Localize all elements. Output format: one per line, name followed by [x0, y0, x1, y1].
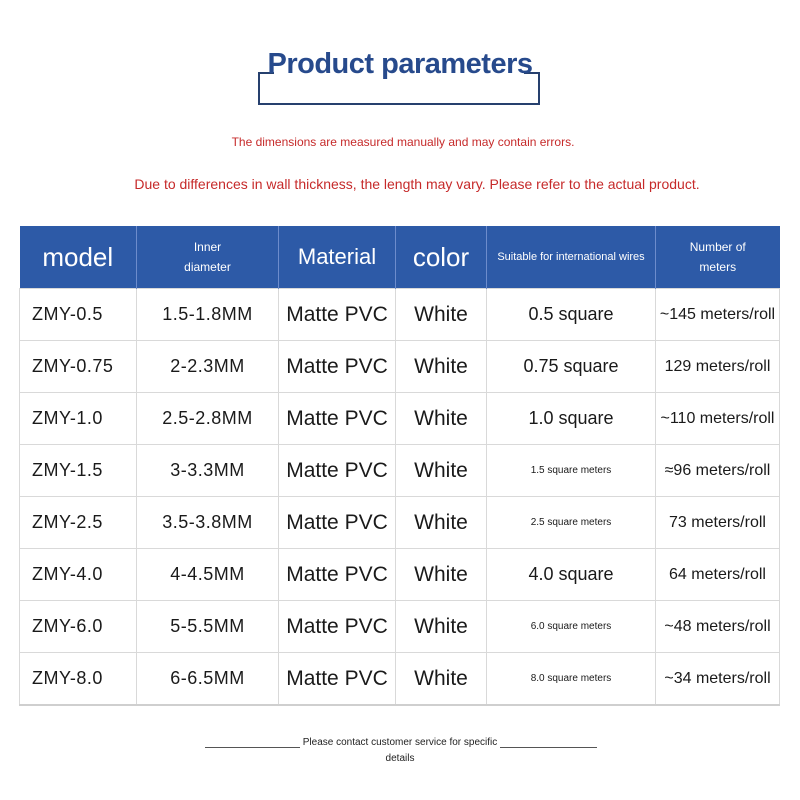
table-row — [20, 549, 780, 601]
cell-diameter: 2.5-2.8MM — [137, 393, 279, 445]
cell-meters: 129 meters/roll — [656, 341, 780, 393]
cell-material: Matte PVC — [279, 497, 396, 549]
header-inner-diameter-line1: Inner — [193, 240, 222, 254]
cell-wire: 4.0 square — [487, 549, 656, 601]
cell-diameter: 3.5-3.8MM — [137, 497, 279, 549]
cell-diameter: 2-2.3MM — [137, 341, 279, 393]
product-parameters-table — [19, 226, 780, 706]
table-row — [20, 497, 780, 549]
cell-model: ZMY-2.5 — [20, 497, 137, 549]
cell-color: White — [396, 653, 487, 706]
cell-color: White — [396, 445, 487, 497]
footer-divider-left — [205, 747, 300, 748]
cell-model: ZMY-0.5 — [20, 289, 137, 341]
cell-color: White — [396, 601, 487, 653]
header-inner-diameter-line2: diameter — [184, 260, 231, 274]
cell-model: ZMY-1.5 — [20, 445, 137, 497]
header-material: Material — [279, 226, 396, 289]
dimensions-note: The dimensions are measured manually and may contain errors. — [231, 135, 575, 149]
cell-color: White — [396, 341, 487, 393]
table-row — [20, 653, 780, 706]
cell-meters: 73 meters/roll — [656, 497, 780, 549]
contact-note-line2: details — [385, 753, 415, 764]
table-row — [20, 393, 780, 445]
cell-material: Matte PVC — [279, 549, 396, 601]
length-note: Due to differences in wall thickness, the length may vary. Please refer to the actual product. — [134, 176, 700, 192]
page-title: Product parameters — [267, 48, 533, 80]
cell-meters: ~145 meters/roll — [656, 289, 780, 341]
cell-wire: 6.0 square meters — [487, 601, 656, 653]
contact-note — [300, 735, 500, 767]
table-header-row — [20, 226, 780, 289]
cell-model: ZMY-4.0 — [20, 549, 137, 601]
contact-note-line1: Please contact customer service for specific — [302, 737, 498, 748]
cell-model: ZMY-1.0 — [20, 393, 137, 445]
cell-diameter: 6-6.5MM — [137, 653, 279, 706]
cell-wire: 0.75 square — [487, 341, 656, 393]
cell-meters: ~34 meters/roll — [656, 653, 780, 706]
table-row — [20, 445, 780, 497]
cell-color: White — [396, 497, 487, 549]
table-row — [20, 341, 780, 393]
cell-material: Matte PVC — [279, 341, 396, 393]
cell-material: Matte PVC — [279, 393, 396, 445]
header-model: model — [20, 226, 137, 289]
table-row — [20, 289, 780, 341]
cell-wire: 0.5 square — [487, 289, 656, 341]
cell-material: Matte PVC — [279, 601, 396, 653]
cell-material: Matte PVC — [279, 289, 396, 341]
header-meters — [656, 226, 780, 289]
cell-meters: 64 meters/roll — [656, 549, 780, 601]
cell-meters: ~48 meters/roll — [656, 601, 780, 653]
cell-color: White — [396, 393, 487, 445]
cell-diameter: 1.5-1.8MM — [137, 289, 279, 341]
cell-model: ZMY-6.0 — [20, 601, 137, 653]
cell-color: White — [396, 289, 487, 341]
cell-meters: ≈96 meters/roll — [656, 445, 780, 497]
header-meters-line1: Number of — [689, 240, 746, 254]
cell-wire: 8.0 square meters — [487, 653, 656, 706]
cell-material: Matte PVC — [279, 445, 396, 497]
cell-wire: 1.0 square — [487, 393, 656, 445]
cell-wire: 2.5 square meters — [487, 497, 656, 549]
footer-divider-right — [500, 747, 597, 748]
cell-model: ZMY-8.0 — [20, 653, 137, 706]
cell-wire: 1.5 square meters — [487, 445, 656, 497]
cell-model: ZMY-0.75 — [20, 341, 137, 393]
table-row — [20, 601, 780, 653]
cell-diameter: 3-3.3MM — [137, 445, 279, 497]
header-color: color — [396, 226, 487, 289]
header-wires: Suitable for international wires — [487, 226, 656, 289]
cell-diameter: 4-4.5MM — [137, 549, 279, 601]
cell-material: Matte PVC — [279, 653, 396, 706]
header-inner-diameter — [137, 226, 279, 289]
header-meters-line2: meters — [699, 260, 737, 274]
cell-color: White — [396, 549, 487, 601]
cell-diameter: 5-5.5MM — [137, 601, 279, 653]
cell-meters: ~110 meters/roll — [656, 393, 780, 445]
